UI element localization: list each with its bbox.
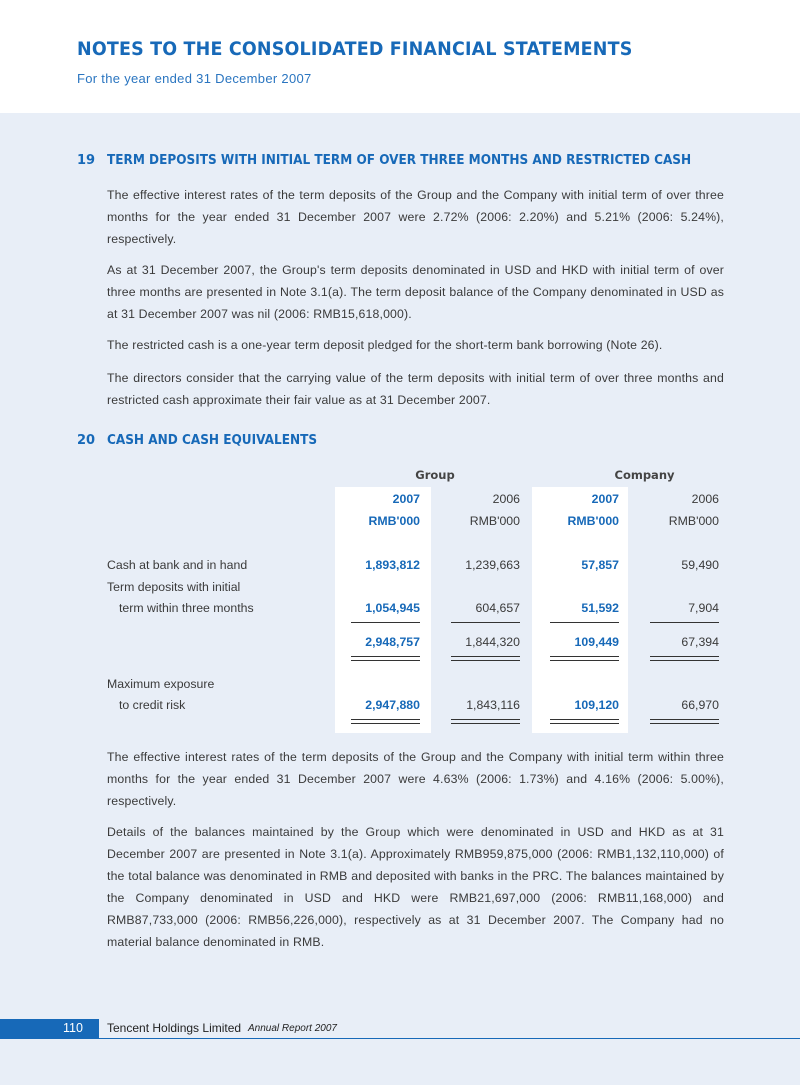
section-20-number: 20 (77, 433, 96, 448)
exposure-double-rule (451, 719, 520, 720)
unit-company-2007: RMB'000 (567, 514, 619, 528)
total-double-rule (351, 656, 420, 657)
subtotal-rule (351, 622, 420, 623)
subtotal-rule (650, 622, 719, 623)
exposure-double-rule (550, 723, 619, 724)
year-group-2007: 2007 (392, 492, 420, 506)
row-label-term-1: Term deposits with initial (107, 580, 241, 594)
total-double-rule (451, 656, 520, 657)
section-20-paragraph: Details of the balances maintained by the Group which were denominated in USD and HKD as at 31 December 2007 are presented in Note 3.1(a). Approximately RMB959,875,000 (2006: RMB1,132,110,000) of the total balance was denominated in RMB and deposited with banks in the PRC. The balances maintained by the Company denominated in USD and HKD were RMB21,697,000 (2006: RMB11,168,000) and RMB87,733,000 (2006: RMB56,226,000), respectively as at 31 December 2007. The Company had no material balance denominated in RMB. (107, 825, 724, 949)
term-group-2007: 1,054,945 (365, 601, 420, 615)
section-20-paragraph: The effective interest rates of the term deposits of the Group and the Company with initial term within three months for the year ended 31 December 2007 were 4.63% (2006: 1.73%) and 4.16% (2006: 5.00%), respectively. (107, 750, 724, 808)
cash-company-2006: 59,490 (681, 558, 719, 572)
exposure-group-2006: 1,843,116 (466, 698, 520, 712)
page-header (0, 0, 800, 113)
cash-group-2007: 1,893,812 (365, 558, 420, 572)
group-header: Group (415, 468, 455, 482)
section-20-title: CASH AND CASH EQUIVALENTS (107, 433, 318, 448)
section-19-paragraph: The restricted cash is a one-year term deposit pledged for the short-term bank borrowing (Note 26). (107, 338, 663, 352)
unit-company-2006: RMB'000 (668, 514, 719, 528)
term-company-2006: 7,904 (688, 601, 719, 615)
footer-company: Tencent Holdings Limited (107, 1021, 242, 1035)
total-double-rule (451, 660, 520, 661)
total-group-2006: 1,844,320 (465, 635, 520, 649)
footer-report: Annual Report 2007 (248, 1023, 337, 1034)
exposure-double-rule (550, 719, 619, 720)
section-19-number: 19 (77, 153, 96, 168)
cash-group-2006: 1,239,663 (465, 558, 520, 572)
exposure-group-2007: 2,947,880 (365, 698, 420, 712)
total-double-rule (351, 660, 420, 661)
page-subtitle: For the year ended 31 December 2007 (77, 71, 312, 86)
total-company-2006: 67,394 (681, 635, 719, 649)
exposure-double-rule (650, 723, 719, 724)
total-double-rule (650, 656, 719, 657)
unit-group-2006: RMB'000 (469, 514, 520, 528)
exposure-double-rule (451, 723, 520, 724)
total-double-rule (550, 656, 619, 657)
exposure-double-rule (351, 723, 420, 724)
exposure-double-rule (351, 719, 420, 720)
subtotal-rule (451, 622, 520, 623)
year-company-2007: 2007 (591, 492, 619, 506)
total-company-2007: 109,449 (574, 635, 619, 649)
year-company-2006: 2006 (691, 492, 719, 506)
total-double-rule (650, 660, 719, 661)
section-19-paragraph: The directors consider that the carrying value of the term deposits with initial term of over three months and restricted cash approximate their fair value as at 31 December 2007. (107, 371, 724, 407)
footer-rule (0, 1038, 800, 1039)
year-group-2006: 2006 (492, 492, 520, 506)
section-19-title: TERM DEPOSITS WITH INITIAL TERM OF OVER THREE MONTHS AND RESTRICTED CASH (107, 153, 692, 168)
subtotal-rule (550, 622, 619, 623)
page-number-box (0, 1019, 99, 1038)
row-label-exposure-2: to credit risk (119, 698, 186, 712)
exposure-double-rule (650, 719, 719, 720)
total-group-2007: 2,948,757 (365, 635, 420, 649)
exposure-company-2006: 66,970 (681, 698, 719, 712)
row-label-exposure-1: Maximum exposure (107, 677, 215, 691)
cash-company-2007: 57,857 (581, 558, 619, 572)
section-19-paragraph: The effective interest rates of the term deposits of the Group and the Company with initial term of over three months for the year ended 31 December 2007 were 2.72% (2006: 2.20%) and 5.21% (2006: 5.24%), respectively. (107, 188, 724, 246)
total-double-rule (550, 660, 619, 661)
unit-group-2007: RMB'000 (368, 514, 420, 528)
section-19-paragraph: As at 31 December 2007, the Group's term deposits denominated in USD and HKD with initial term of over three months are presented in Note 3.1(a). The term deposit balance of the Company denominated in USD as at 31 December 2007 was nil (2006: RMB15,618,000). (107, 263, 724, 321)
company-header: Company (614, 468, 675, 482)
row-label-term-2: term within three months (119, 601, 254, 615)
page-number: 110 (63, 1021, 83, 1035)
row-label-cash: Cash at bank and in hand (107, 558, 248, 572)
exposure-company-2007: 109,120 (574, 698, 619, 712)
term-company-2007: 51,592 (581, 601, 619, 615)
term-group-2006: 604,657 (475, 601, 520, 615)
page-title: NOTES TO THE CONSOLIDATED FINANCIAL STATEMENTS (77, 38, 633, 60)
